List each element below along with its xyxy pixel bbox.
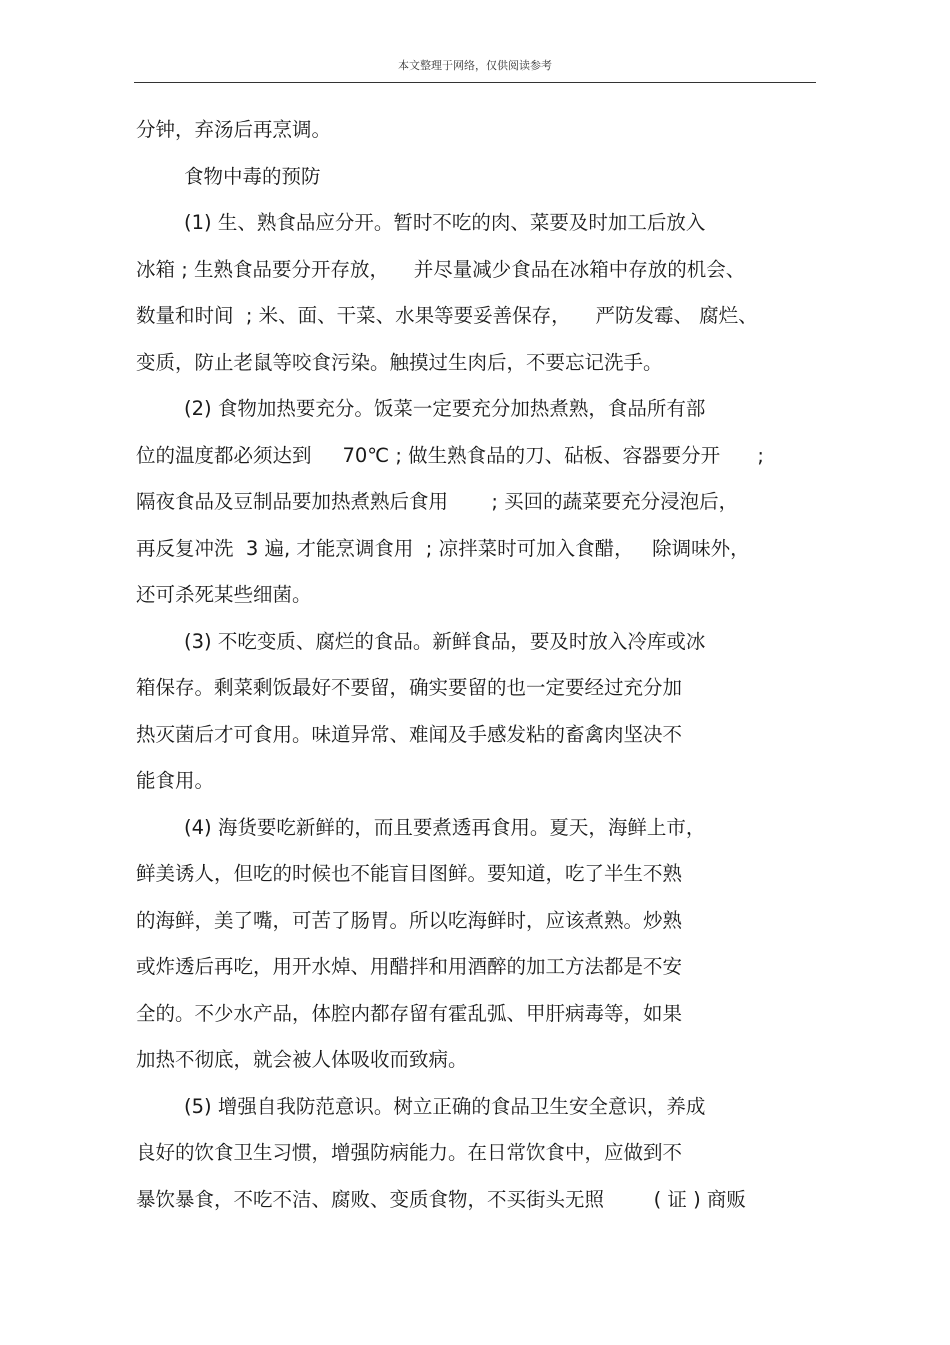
paragraph-start: (2) 食物加热要充分。饭菜一定要充分加热煮熟，食品所有部	[184, 397, 706, 420]
body-line: 能食用。	[136, 769, 215, 792]
body-line: 分钟，弃汤后再烹调。	[136, 118, 332, 141]
document-body	[136, 107, 816, 1223]
body-line: 再反复冲洗 3 遍, 才能烹调食用 ; 凉拌菜时可加入食醋， 除调味外，	[136, 536, 750, 560]
body-line: 良好的饮食卫生习惯，增强防病能力。在日常饮食中，应做到不	[136, 1141, 683, 1164]
body-line: 箱保存。剩菜剩饭最好不要留，确实要留的也一定要经过充分加	[136, 676, 683, 699]
page-header: 本文整理于网络，仅供阅读参考	[134, 56, 816, 83]
body-line: 全的。不少水产品，体腔内都存留有霍乱弧、甲肝病毒等，如果	[136, 1001, 683, 1025]
paragraph-start: (3) 不吃变质、腐烂的食品。新鲜食品，要及时放入冷库或冰	[184, 629, 706, 653]
body-line: 鲜美诱人，但吃的时候也不能盲目图鲜。要知道，吃了半生不熟	[136, 862, 683, 885]
body-line: 暴饮暴食，不吃不洁、腐败、变质食物，不买街头无照 ( 证 ) 商贩	[136, 1187, 746, 1211]
paragraph-start: (5) 增强自我防范意识。树立正确的食品卫生安全意识，养成	[184, 1094, 706, 1118]
body-line: 还可杀死某些细菌。	[136, 583, 312, 606]
section-heading: 食物中毒的预防	[184, 164, 321, 188]
body-line: 加热不彻底，就会被人体吸收而致病。	[136, 1048, 468, 1071]
body-line: 隔夜食品及豆制品要加热煮熟后食用 ; 买回的蔬菜要充分浸泡后，	[136, 490, 739, 513]
body-line: 的海鲜，美了嘴，可苦了肠胃。所以吃海鲜时，应该煮熟。炒熟	[136, 908, 683, 932]
body-line: 位的温度都必须达到 70℃ ; 做生熟食品的刀、砧板、容器要分开 ;	[136, 443, 764, 467]
body-line: 冰箱 ; 生熟食品要分开存放， 并尽量减少食品在冰箱中存放的机会、	[136, 257, 746, 281]
body-line: 热灭菌后才可食用。味道异常、难闻及手感发粘的畜禽肉坚决不	[136, 722, 683, 746]
paragraph-start: (1) 生、熟食品应分开。暂时不吃的肉、菜要及时加工后放入	[184, 211, 706, 234]
paragraph-start: (4) 海货要吃新鲜的，而且要煮透再食用。夏天，海鲜上市，	[184, 815, 706, 839]
body-line: 或炸透后再吃，用开水焯、用醋拌和用酒醉的加工方法都是不安	[136, 955, 683, 978]
body-line: 变质，防止老鼠等咬食污染。触摸过生肉后，不要忘记洗手。	[136, 350, 663, 374]
body-line: 数量和时间 ; 米、面、干菜、水果等要妥善保存， 严防发霉、 腐烂、	[136, 304, 758, 327]
